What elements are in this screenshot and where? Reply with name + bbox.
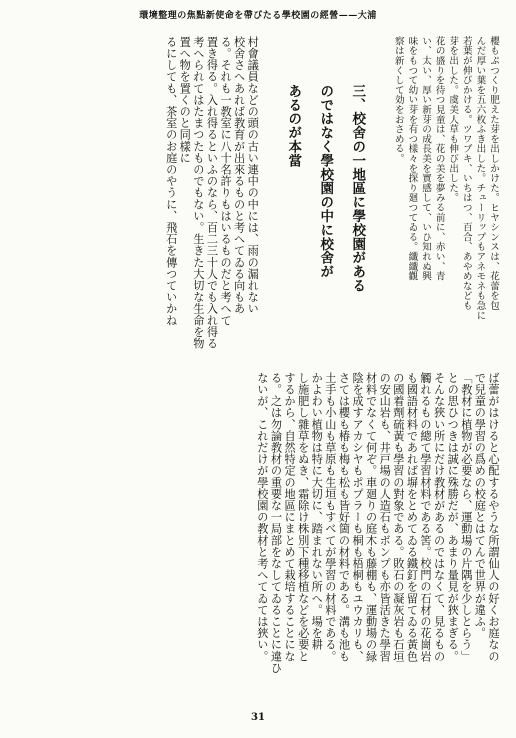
text-line: 味をもつて幼い芽を有つ樣々を探り廻つてゐる。纖纖觀 xyxy=(406,36,418,281)
text-line: 觸れるもの總て學習材料である筈。校門の石材の花崗岩 xyxy=(419,372,433,662)
text-line: し施肥し雜草をぬき、霜除け株別下種移植などを必要と xyxy=(296,372,310,662)
text-line: んだ厚い葉を五六枚ふき出した。チューリップもアネモネも急に xyxy=(474,36,486,321)
section-heading-line: あるのが本當 xyxy=(285,84,302,168)
text-line: さては櫻も椿も梅も松も皆好箇の材料である。溝も池も xyxy=(337,372,351,662)
text-line: 村會議員などの頭の古い連中の中には、雨の漏れない xyxy=(246,36,260,315)
text-line: するから、自然特定の地區にまとめて栽培することにな xyxy=(283,372,297,662)
spacer xyxy=(259,36,273,354)
text-line: 置き得る。入れ得るといふのなら、百二三十人でも入れ得る xyxy=(205,36,219,350)
text-line: 校舍さへあれば教育が出來るものと考へてゐる向もあ xyxy=(232,36,246,315)
text-line: 察は新くして効をおさめる。 xyxy=(392,36,404,164)
text-line: る。それも一教室に八十名許りもはいるものだと考へて xyxy=(219,36,233,326)
text-line: の國着劑硫黃も學習の對象である。敗石の凝灰岩も石垣 xyxy=(391,372,405,662)
running-header: 環境整理の焦點新使命を帶びたる學校園の經營——大浦 xyxy=(139,11,377,21)
spacer xyxy=(377,36,391,354)
lower-text-block xyxy=(48,372,500,700)
text-line: も國語材料であれば塀をとめてゐる鐵釘を留てゐる黃色 xyxy=(405,372,419,662)
text-line: 花の盛りを待つ見童は、花の美を夢みる前に、赤い、青 xyxy=(433,36,445,281)
text-line: 「教材に植物が必要なら、運動場の片隅を少しとらう」 xyxy=(459,372,473,662)
text-line: 櫻もぷつくり肥えた芽を出しかけた。ヒヤシンスは、花蕾を包 xyxy=(488,36,499,311)
text-line: そんな狹い所にだけ教材があるのではなくて、見るもの xyxy=(432,372,446,662)
upper-text-block xyxy=(48,36,500,354)
text-line: 考へられてはたまつたものでもない。生きた大切な生命を物置へ物を置くのと同樣に xyxy=(178,36,205,350)
text-line: との思ひつきは誠に殊勝だが、あまり量見が狹まぎる。 xyxy=(446,372,460,662)
section-heading-line: のではなく學校園の中に校舍が xyxy=(317,84,334,279)
page-number: 31 xyxy=(251,712,265,723)
text-line: い、太い、厚い新芽の成長美を實感して、いひ知れぬ興 xyxy=(420,36,432,281)
text-line: 土手も小山も草原も生垣もすべてが學習の材料である。 xyxy=(323,372,337,662)
text-line: 若葉が伸びかける。ツワブキ、いちはつ、百合、あやめなども xyxy=(460,36,472,311)
text-line: の安山岩も、井戸場の人造石もボンプも亦皆活きた學習 xyxy=(378,372,392,662)
text-line: で兒童の學習の爲めの校庭とはてんで世界が違ふ。 xyxy=(473,372,487,639)
text-line: ば蕾がはけると心配するやうな所謂仙人の好くお庭なの xyxy=(487,372,500,662)
text-line: 陰を成すアカシヤもポプラーも桐も梧桐もユウカリも、 xyxy=(351,372,365,662)
text-line: 芽を出した。虞美人草も伸び出した。 xyxy=(447,36,459,203)
text-line: る。之は勿論教材の重要な一局部をなしてゐることに違ひ xyxy=(269,372,283,674)
text-line: ないが、これだけが學校園の教材と考へてゐては狹い。 xyxy=(255,372,269,662)
section-heading-line: 三、校舍の一地區に學校園がある xyxy=(349,84,366,293)
text-line: かよわい植物は特に大切に、踏まれない所へ。場を耕 xyxy=(310,372,324,651)
text-line: るにしても、茶室のお庭のやうに、飛石を傳つていかね xyxy=(164,36,178,326)
text-line: 材料でなくて何ぞ。車廻りの庭木も藤棚も、運動場の緑 xyxy=(364,372,378,662)
